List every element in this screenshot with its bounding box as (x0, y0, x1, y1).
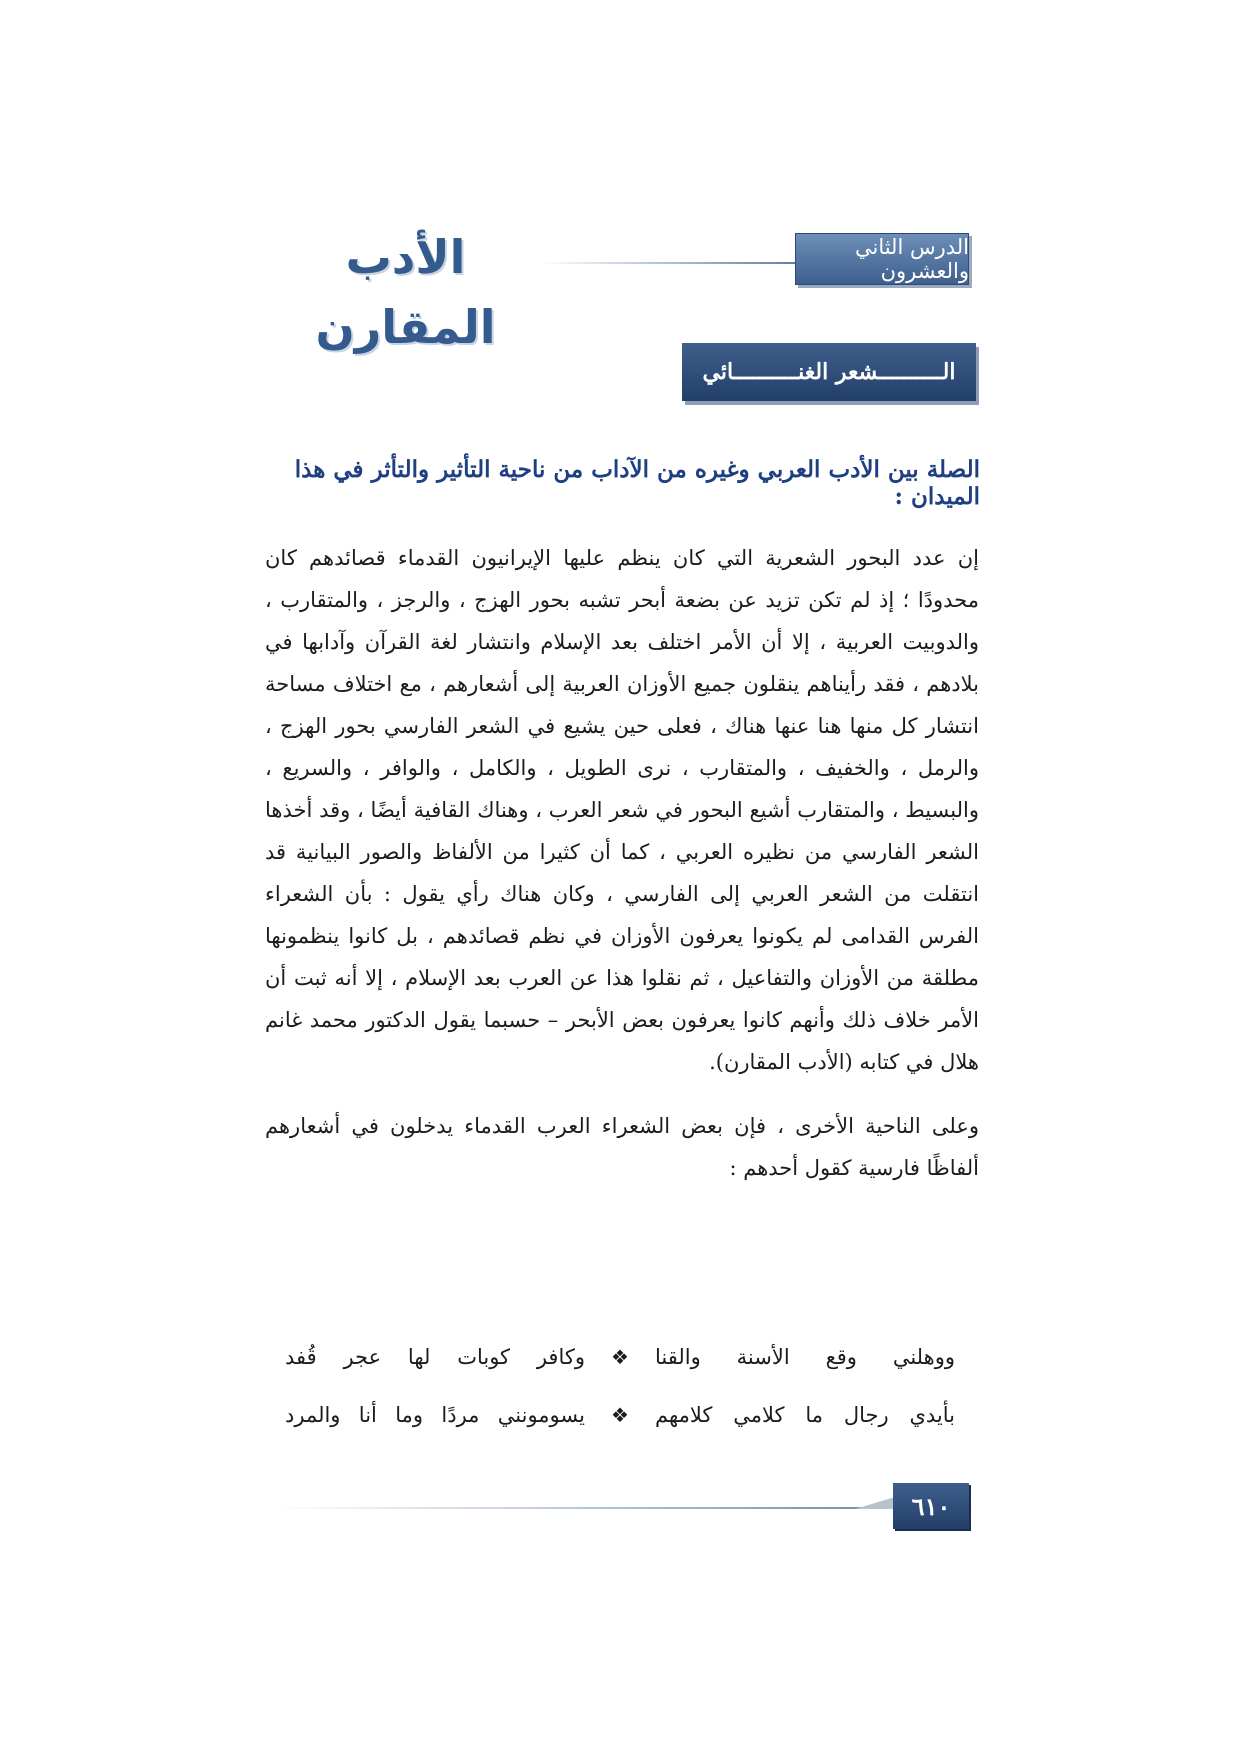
verse-1-second-hemistich: وكافر كوبات لها عجر قُفد (285, 1345, 585, 1369)
section-label: الــــــــــشعر الغنــــــــــائي (682, 343, 976, 401)
footer-divider (275, 1507, 895, 1509)
poem-verse-1 (285, 1328, 955, 1386)
paragraph-1: إن عدد البحور الشعرية التي كان ينظم عليها الإيرانيون القدماء قصائدهم كان محدودًا ؛ إذ لم تكن تزيد عن بضعة أبحر تشبه بحور الهزج ، والرجز ، والمتقارب ، والدوبيت العربية ، إلا أن الأمر اختلف بعد الإسلام وانتشار لغة القرآن وآدابها في بلادهم ، فقد رأيناهم ينقلون جميع الأوزان العربية إلى أشعارهم ، مع اختلاف مساحة انتشار كل منها هنا عنها هناك ، فعلى حين يشيع في الشعر الفارسي بحور الهزج ، والرمل ، والخفيف ، والمتقارب ، نرى الطويل ، والكامل ، والوافر ، والسريع ، والبسيط ، والمتقارب أشيع البحور في شعر العرب ، وهناك القافية أيضًا ، وقد أخذها الشعر الفارسي من نظيره العربي ، كما أن كثيرا من الألفاظ والصور البيانية قد انتقلت من الشعر العربي إلى الفارسي ، وكان هناك رأي يقول : بأن الشعراء الفرس القدامى لم يكونوا يعرفون الأوزان في نظم قصائدهم ، بل كانوا ينظمونها مطلقة من الأوزان والتفاعيل ، ثم نقلوا هذا عن العرب بعد الإسلام ، إلا أنه ثبت أن الأمر خلاف ذلك وأنهم كانوا يعرفون بعض الأبحر – حسبما يقول الدكتور محمد غانم هلال في كتابه (الأدب المقارن). (265, 546, 979, 1074)
lesson-tag: الدرس الثاني والعشرون (795, 233, 969, 285)
header-divider (540, 262, 795, 264)
verse-1-first-hemistich: ووهلني وقع الأسنة والقنا (655, 1345, 955, 1369)
poem (285, 1328, 955, 1444)
body-text (265, 537, 979, 1211)
verse-2-second-hemistich: يسومونني مردًا وما أنا والمرد (285, 1403, 585, 1427)
book-title: الأدب المقارن (315, 230, 496, 354)
footer-corner-accent (855, 1497, 895, 1509)
page-number: ٦١٠ (893, 1483, 969, 1529)
diamond-separator-icon: ❖ (611, 1345, 629, 1369)
diamond-separator-icon: ❖ (611, 1403, 629, 1427)
verse-2-first-hemistich: بأيدي رجال ما كلامي كلامهم (655, 1403, 955, 1427)
poem-verse-2 (285, 1386, 955, 1444)
paragraph-2: وعلى الناحية الأخرى ، فإن بعض الشعراء العرب القدماء يدخلون في أشعارهم ألفاظًا فارسية كقول أحدهم : (265, 1114, 979, 1180)
subheading: الصلة بين الأدب العربي وغيره من الآداب من ناحية التأثير والتأثر في هذا الميدان : (294, 456, 980, 510)
